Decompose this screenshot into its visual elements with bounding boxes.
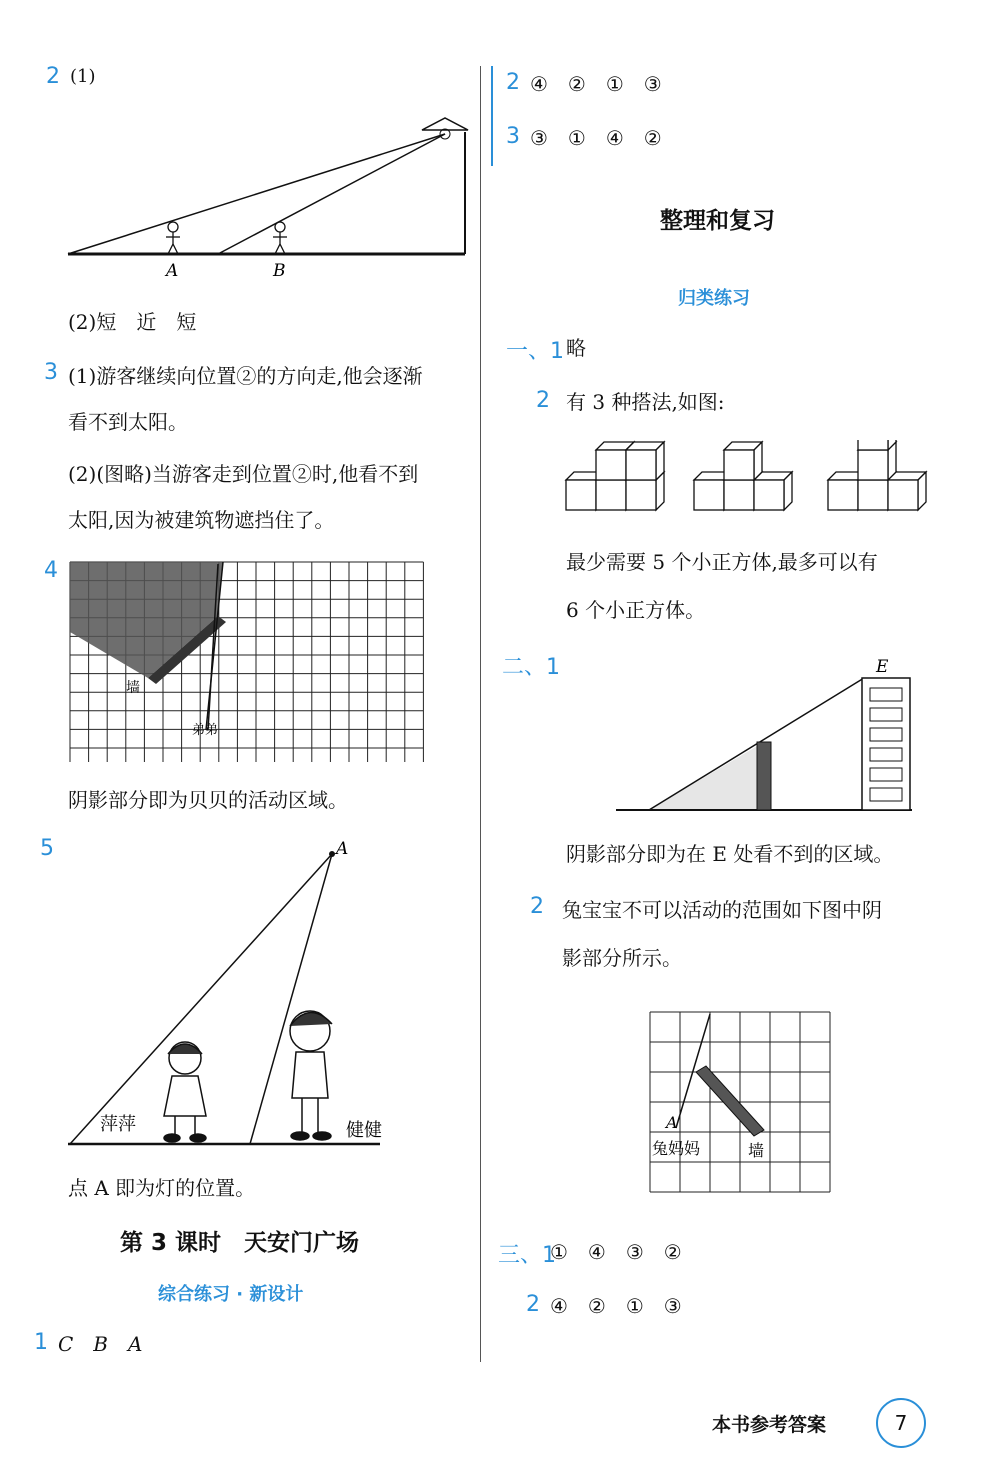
girl-figure bbox=[164, 1042, 206, 1142]
lesson-title: 第 3 课时 天安门广场 bbox=[120, 1230, 360, 1256]
page-number: 7 bbox=[876, 1398, 926, 1448]
section-title: 整理和复习 bbox=[660, 208, 775, 234]
two-1-number: 二、1 bbox=[502, 655, 560, 680]
q5-caption: 点 A 即为灯的位置。 bbox=[68, 1176, 256, 1200]
q5-number: 5 bbox=[40, 836, 54, 861]
two-1-building-diagram bbox=[614, 650, 914, 814]
person-a-figure bbox=[166, 222, 180, 254]
person-b-figure bbox=[273, 222, 287, 254]
r-q2-number: 2 bbox=[506, 70, 520, 95]
mother-label: 兔妈妈 bbox=[652, 1139, 701, 1158]
one-1-text: 略 bbox=[566, 336, 586, 360]
grid-label-a: A bbox=[666, 1113, 678, 1132]
q2-number: 2 bbox=[46, 64, 60, 89]
two-1-caption: 阴影部分即为在 E 处看不到的区域。 bbox=[566, 842, 894, 866]
q1-answers: C B A bbox=[58, 1332, 143, 1356]
section-subtitle: 归类练习 bbox=[678, 288, 750, 309]
footer-label: 本书参考答案 bbox=[712, 1414, 827, 1436]
q4-number: 4 bbox=[44, 558, 58, 583]
q3-number: 3 bbox=[44, 360, 58, 385]
q4-grid-diagram bbox=[68, 560, 424, 762]
q3-line2: 看不到太阳。 bbox=[68, 410, 188, 434]
wall-label: 墙 bbox=[126, 680, 140, 696]
r-q3-number: 3 bbox=[506, 124, 520, 149]
two-2-line1: 兔宝宝不可以活动的范围如下图中阴 bbox=[562, 898, 882, 922]
q4-caption: 阴影部分即为贝贝的活动区域。 bbox=[68, 788, 348, 812]
three-2-answers: ④ ② ① ③ bbox=[550, 1294, 682, 1318]
cubes-diagram bbox=[562, 440, 942, 520]
q3-line1: (1)游客继续向位置②的方向走,他会逐渐 bbox=[68, 364, 423, 388]
r-q2-answers: ④ ② ① ③ bbox=[530, 72, 662, 96]
girl-label: 萍萍 bbox=[100, 1114, 136, 1135]
wall-label-2: 墙 bbox=[748, 1141, 765, 1160]
boy-figure bbox=[290, 1011, 332, 1140]
two-2-line2: 影部分所示。 bbox=[562, 946, 682, 970]
two-2-grid-diagram bbox=[648, 1010, 838, 1196]
one-2-text: 有 3 种搭法,如图: bbox=[566, 390, 725, 414]
one-2-number: 2 bbox=[536, 388, 550, 413]
q3-line3: (2)(图略)当游客走到位置②时,他看不到 bbox=[68, 462, 419, 486]
q5-lamp-diagram bbox=[60, 836, 410, 1156]
one-2-line3: 6 个小正方体。 bbox=[566, 598, 706, 622]
q2-sun-diagram bbox=[60, 112, 480, 282]
label-a: A bbox=[166, 261, 179, 281]
three-2-number: 2 bbox=[526, 1292, 540, 1317]
one-1-number: 一、1 bbox=[506, 339, 564, 364]
two-2-number: 2 bbox=[530, 894, 544, 919]
column-divider bbox=[480, 66, 481, 1362]
lamp-label-a: A bbox=[336, 839, 349, 859]
three-1-answers: ① ④ ③ ② bbox=[550, 1240, 682, 1264]
label-e: E bbox=[876, 657, 889, 677]
q3-line4: 太阳,因为被建筑物遮挡住了。 bbox=[68, 508, 335, 532]
label-b: B bbox=[273, 261, 286, 281]
lesson-subtitle: 综合练习 · 新设计 bbox=[158, 1284, 304, 1305]
q1-number: 1 bbox=[34, 1330, 48, 1355]
brother-label: 弟弟 bbox=[192, 723, 219, 738]
r-q3-answers: ③ ① ④ ② bbox=[530, 126, 662, 150]
q2-part2: (2)短 近 短 bbox=[68, 310, 197, 334]
one-2-line2: 最少需要 5 个小正方体,最多可以有 bbox=[566, 550, 878, 574]
q2-part1: (1) bbox=[70, 66, 96, 87]
three-1-number: 三、1 bbox=[498, 1243, 556, 1268]
boy-label: 健健 bbox=[346, 1120, 382, 1141]
column-accent-bar bbox=[491, 66, 493, 166]
